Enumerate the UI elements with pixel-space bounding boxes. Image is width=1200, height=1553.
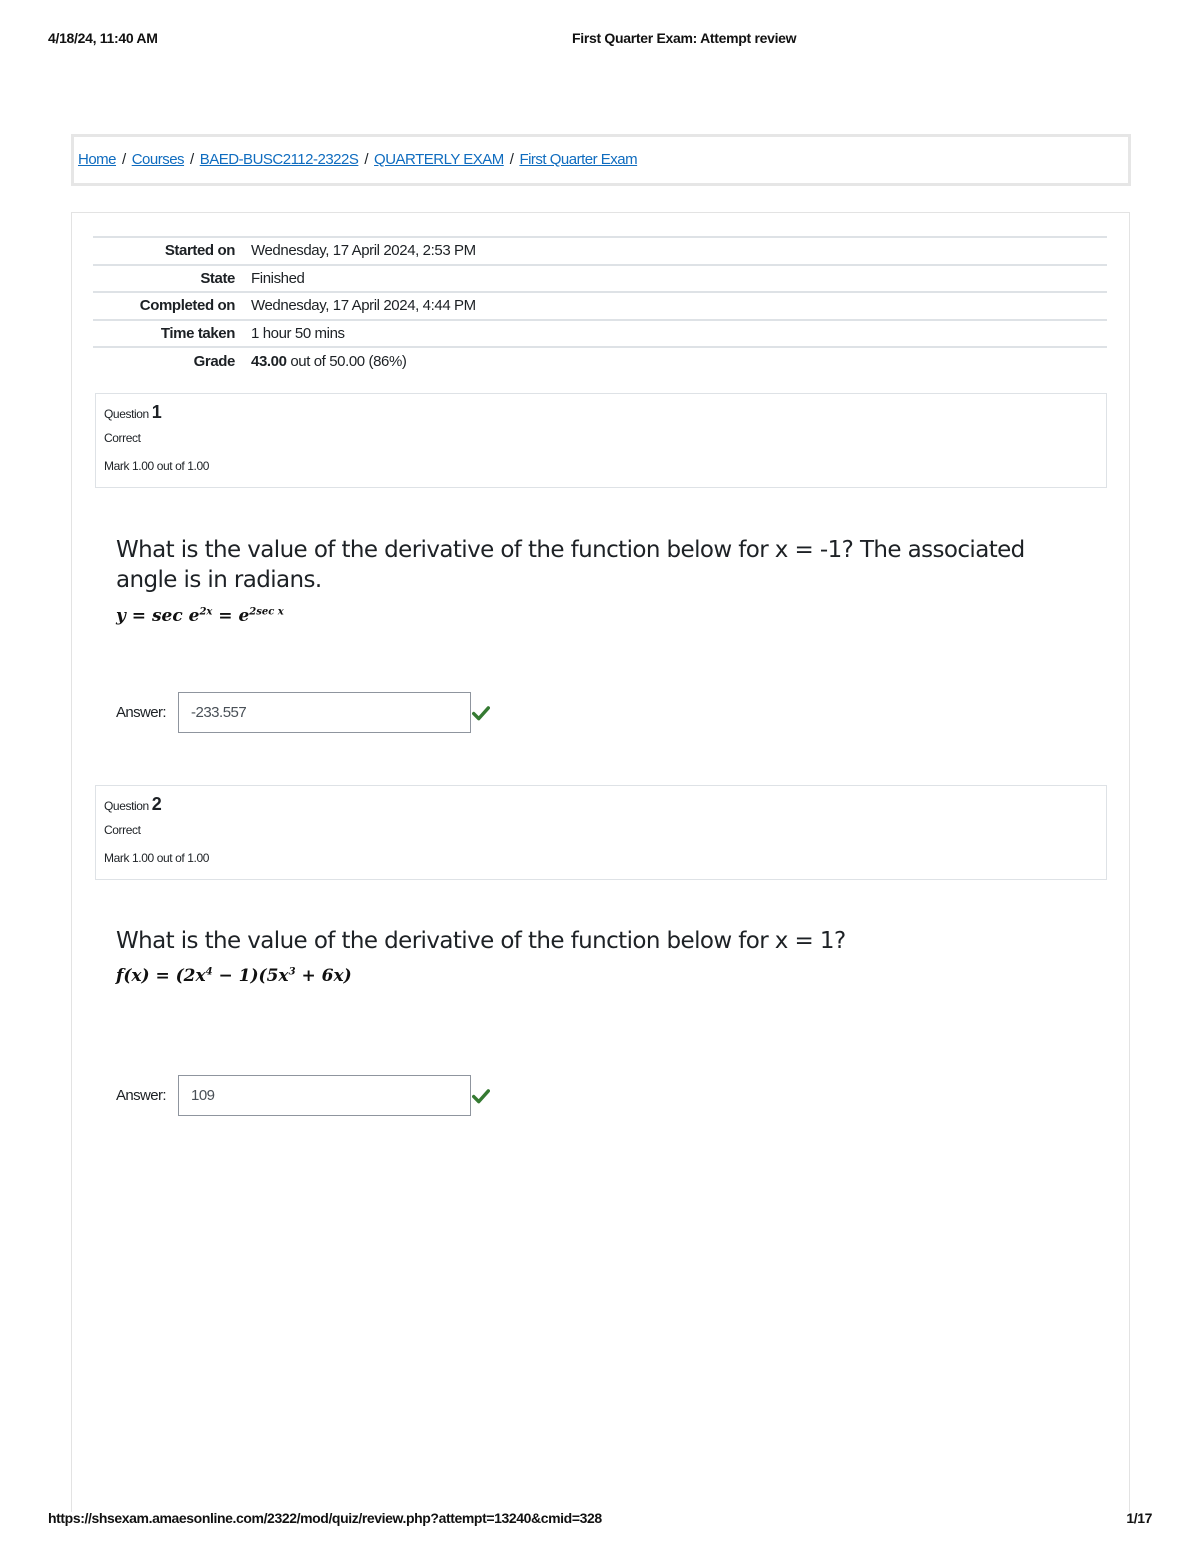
answer-input[interactable] [178,692,471,733]
question-formula-2 [116,966,352,986]
summary-value [251,347,1107,375]
question-num: 2 [151,794,162,814]
breadcrumb-separator: / [509,151,514,168]
print-footer [48,1510,1152,1530]
check-icon [472,704,490,722]
answer-label: Answer: [116,1087,166,1104]
formula-exponent: 2sec x [249,606,284,618]
grade-total: out of 50.00 (86%) [286,352,407,370]
breadcrumb-separator: / [364,151,369,168]
breadcrumb-home[interactable]: Home [78,151,117,168]
summary-row-state [93,265,1107,293]
breadcrumb-separator: / [122,151,126,168]
question-text-1: What is the value of the derivative of the function below for x = -1? The associated angle is in radians. [116,537,1025,593]
summary-value: Wednesday, 17 April 2024, 2:53 PM [251,242,476,260]
formula-exponent: 2x [199,606,213,618]
summary-label: Completed on [139,297,235,315]
question-number [104,794,1098,816]
print-header [48,30,1152,50]
formula-part: f(x) = (2x [116,966,206,986]
summary-value: 1 hour 50 mins [251,324,345,342]
breadcrumb-course[interactable]: BAED-BUSC2112-2322S [199,151,359,168]
formula-exponent: 4 [205,966,213,978]
answer-label: Answer: [116,704,166,721]
question-mark: Mark 1.00 out of 1.00 [104,851,210,865]
question-status: Correct [104,823,141,837]
breadcrumb-courses[interactable]: Courses [131,151,185,168]
breadcrumb-separator: / [190,151,194,168]
summary-row-time [93,320,1107,348]
formula-part: y = sec e [116,606,200,626]
question-num: 1 [151,402,162,422]
formula-exponent: 3 [288,966,296,978]
breadcrumb [71,134,1131,186]
summary-label: Started on [164,242,235,260]
question-mark: Mark 1.00 out of 1.00 [104,459,210,473]
breadcrumb-quiz[interactable]: First Quarter Exam [519,151,638,168]
summary-label: State [200,269,235,287]
question-info-1 [95,393,1107,488]
summary-value: Wednesday, 17 April 2024, 4:44 PM [251,297,476,315]
question-info-2 [95,785,1107,880]
grade-score: 43.00 [251,352,287,370]
answer-input[interactable] [178,1075,471,1116]
formula-part: + 6x) [295,966,352,986]
print-page-number: 1/17 [1126,1510,1152,1526]
attempt-summary-table [93,236,1107,375]
question-formula-1 [116,606,284,626]
print-page-title: First Quarter Exam: Attempt review [572,30,797,46]
summary-label: Time taken [160,324,235,342]
question-number [104,402,1098,424]
summary-value: Finished [251,269,305,287]
question-text-2: What is the value of the derivative of the function below for x = 1? [116,928,846,954]
check-icon [472,1087,490,1105]
breadcrumb-section[interactable]: QUARTERLY EXAM [374,151,504,168]
summary-label: Grade [193,352,235,370]
summary-row-started [93,237,1107,265]
summary-row-grade [93,347,1107,375]
summary-row-completed [93,292,1107,320]
question-label: Question [104,407,149,421]
formula-part: = e [212,606,250,626]
question-status: Correct [104,431,141,445]
print-url: https://shsexam.amaesonline.com/2322/mod/quiz/review.php?attempt=13240&cmid=328 [48,1510,602,1526]
print-datetime: 4/18/24, 11:40 AM [48,30,158,46]
question-label: Question [104,799,149,813]
formula-part: − 1)(5x [212,966,289,986]
